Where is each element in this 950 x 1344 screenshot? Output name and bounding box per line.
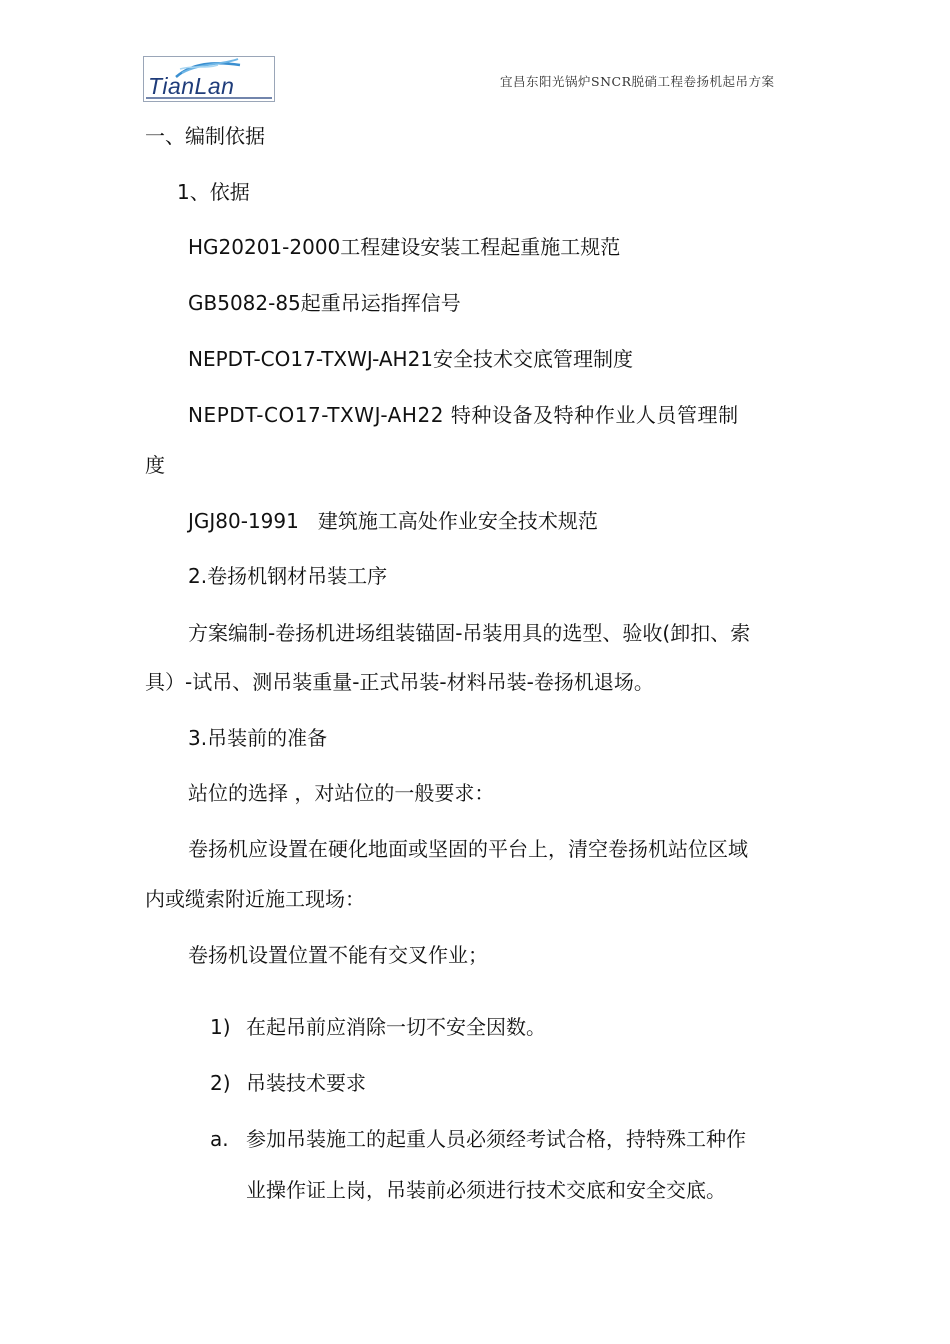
- process-paragraph: 方案编制-卷扬机进场组装锚固-吊装用具的选型、验收(卸扣、索: [188, 621, 751, 645]
- section-heading: 一、编制依据: [145, 124, 265, 148]
- site-requirement: 卷扬机应设置在硬化地面或坚固的平台上，清空卷扬机站位区域: [188, 837, 748, 861]
- subsection-heading-3: 3.吊装前的准备: [188, 726, 328, 750]
- site-selection-intro: 站位的选择 ，对站位的一般要求：: [188, 781, 495, 805]
- sublist-item-text-continuation: 业操作证上岗，吊装前必须进行技术交底和安全交底。: [246, 1178, 726, 1202]
- list-item-text: 吊装技术要求: [246, 1071, 366, 1095]
- list-item-text: 在起吊前应消除一切不安全因数。: [246, 1015, 546, 1039]
- logo-text: TianLan: [148, 73, 235, 99]
- reference-item-continuation: 度: [145, 453, 165, 477]
- company-logo: [143, 56, 275, 102]
- document-header-title: 宜昌东阳光锅炉SNCR脱硝工程卷扬机起吊方案: [500, 74, 775, 89]
- subsection-heading-2: 2.卷扬机钢材吊装工序: [188, 564, 388, 588]
- list-marker: 1): [210, 1015, 231, 1039]
- reference-item: GB5082-85起重吊运指挥信号: [188, 291, 461, 315]
- process-paragraph-continuation: 具）-试吊、测吊装重量-正式吊装-材料吊装-卷扬机退场。: [145, 670, 654, 694]
- reference-item: JGJ80-1991 建筑施工高处作业安全技术规范: [188, 509, 598, 533]
- sublist-item-text: 参加吊装施工的起重人员必须经考试合格，持特殊工种作: [246, 1127, 746, 1151]
- site-requirement-continuation: 内或缆索附近施工现场：: [145, 887, 365, 911]
- list-marker: 2): [210, 1071, 231, 1095]
- reference-item: HG20201-2000工程建设安装工程起重施工规范: [188, 235, 621, 259]
- sublist-marker: a.: [210, 1127, 229, 1151]
- reference-item: NEPDT-CO17-TXWJ-AH22 特种设备及特种作业人员管理制: [188, 403, 739, 427]
- site-requirement: 卷扬机设置位置不能有交叉作业；: [188, 943, 488, 967]
- subsection-heading-1: 1、依据: [177, 180, 250, 204]
- reference-item: NEPDT-CO17-TXWJ-AH21安全技术交底管理制度: [188, 347, 634, 371]
